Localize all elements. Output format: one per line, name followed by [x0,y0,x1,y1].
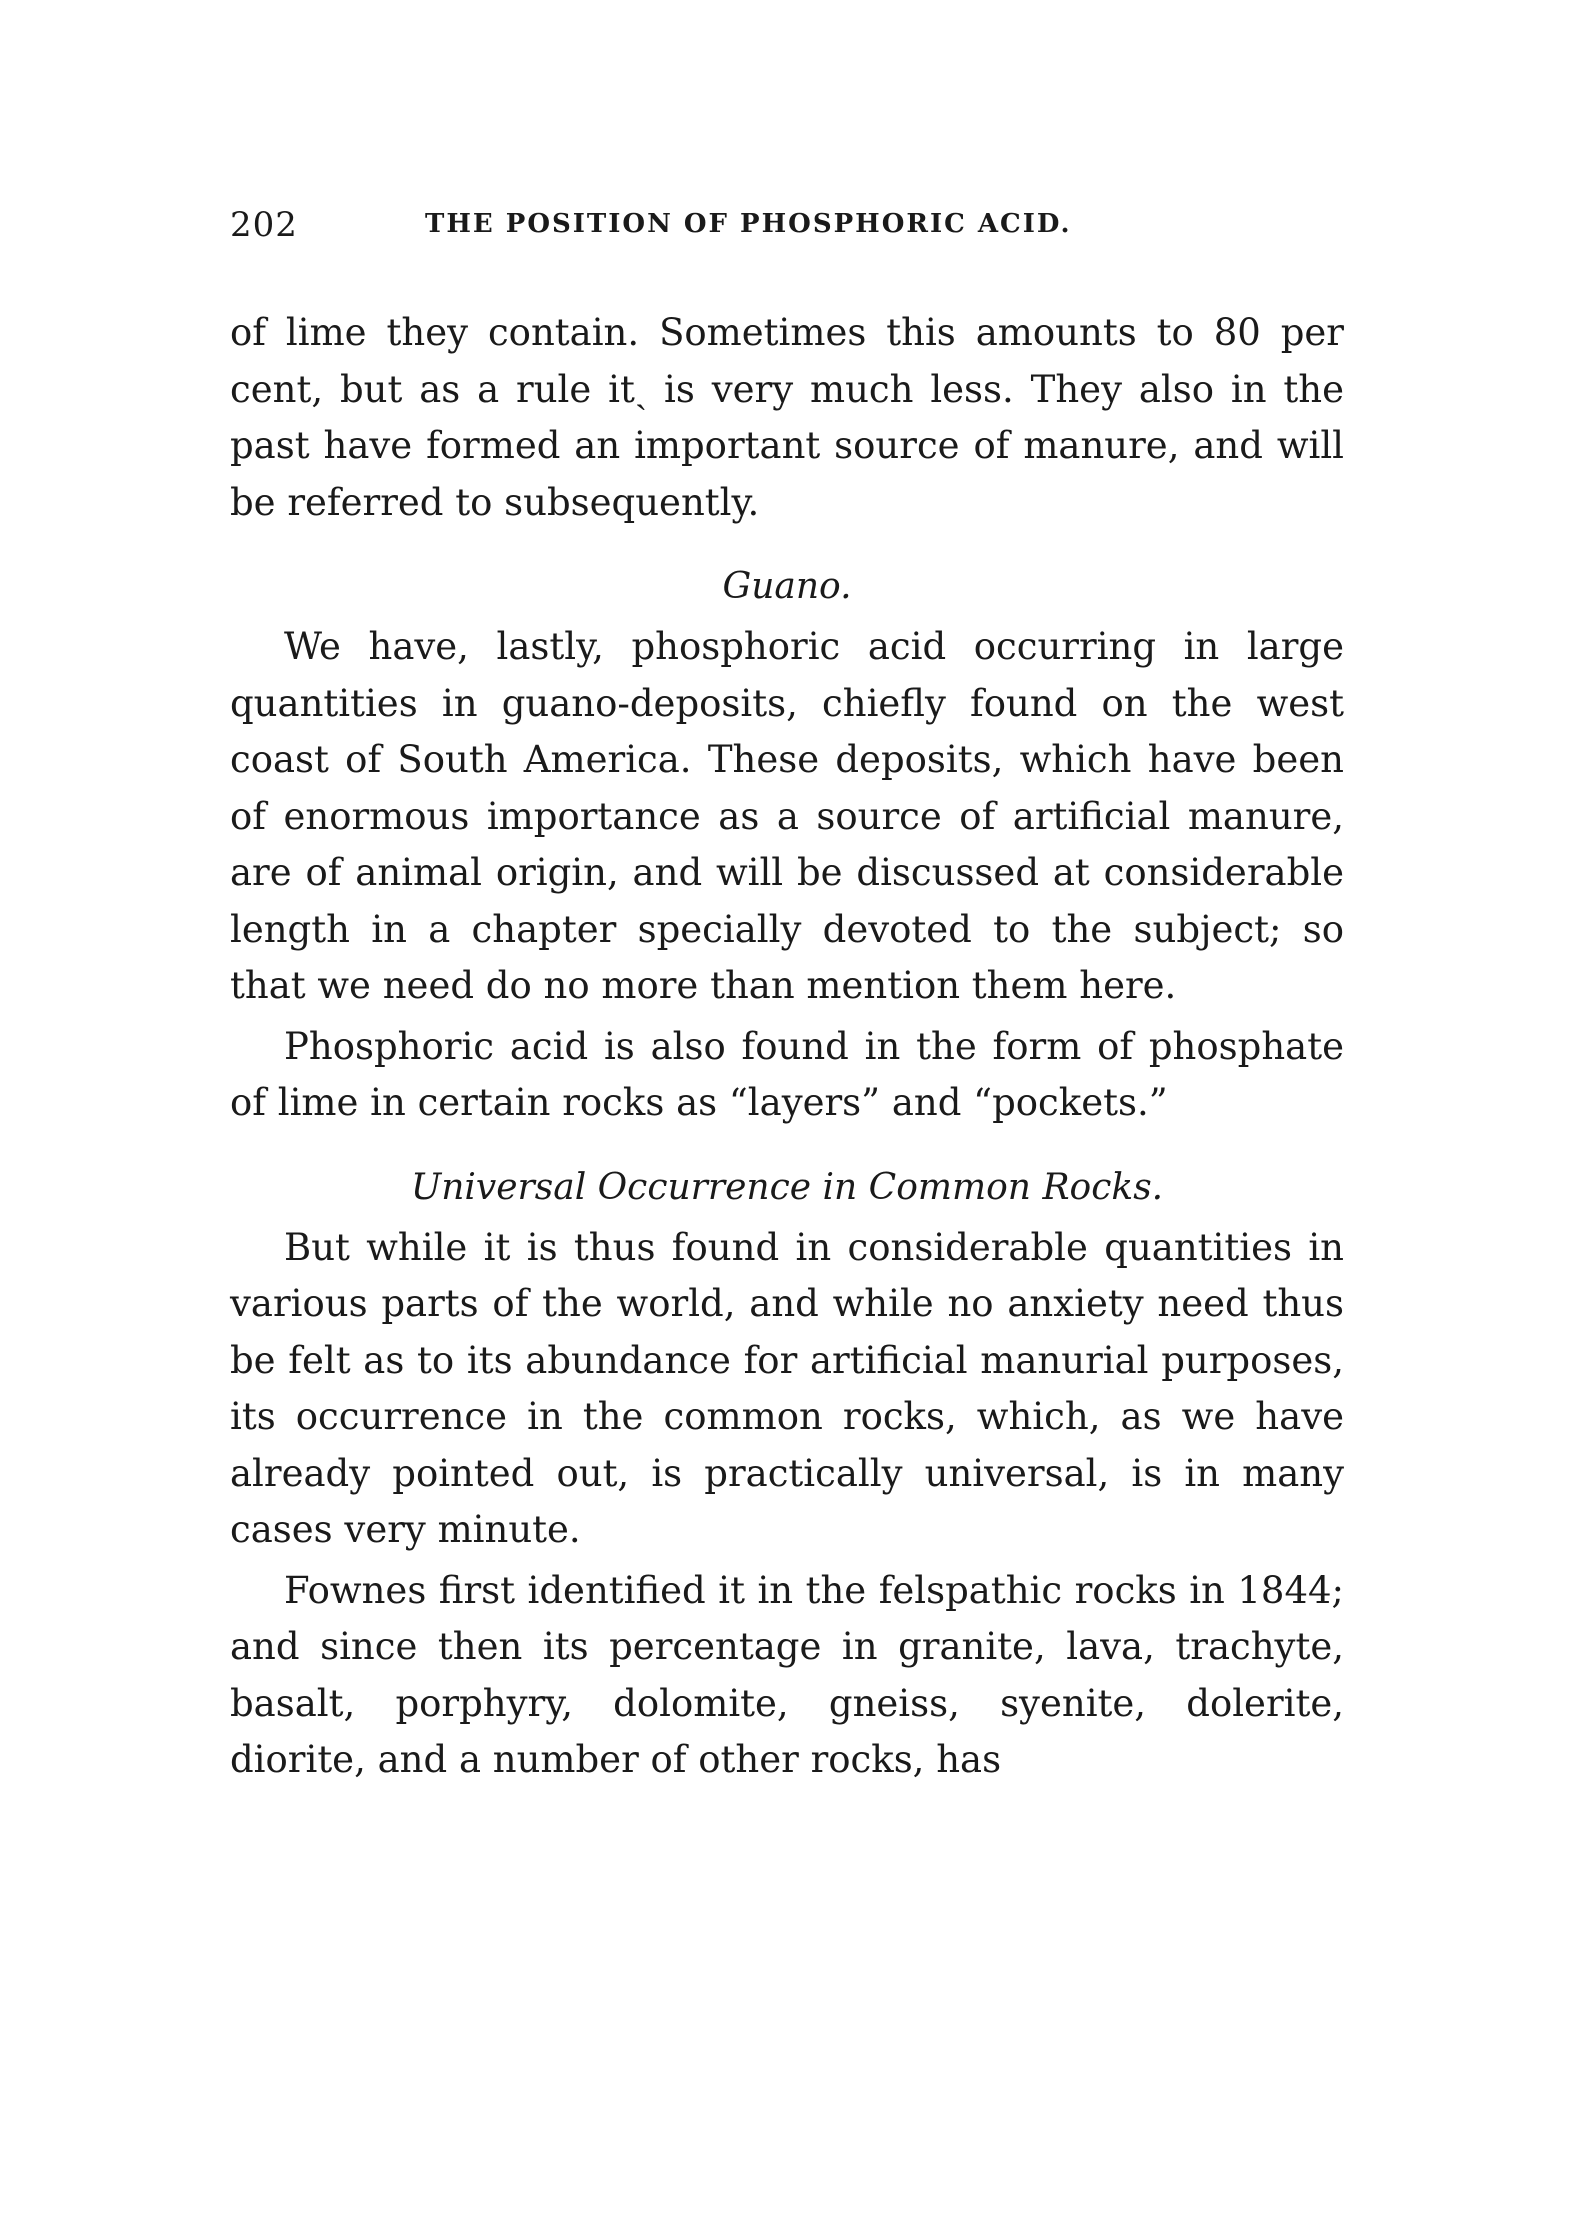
book-page [230,205,1344,1789]
paragraph-guano-deposits: We have, lastly, phosphoric acid occurring in large quantities in guano-deposits, chiefly found on the west coast of South America. These deposits, which have been of enormous importance as a source of artificial manure, are of animal origin, and will be discussed at considerable length in a chapter specially devoted to the subject; so that we need do no more than mention them here. [230,625,1344,1007]
paragraph-fownes: Fownes first identified it in the felspathic rocks in 1844; and since then its percentage in granite, lava, trachyte, basalt, porphyry, dolomite, gneiss, syenite, dolerite, diorite, and a number of other rocks, has [230,1568,1344,1781]
running-head [230,205,1344,265]
paragraph-common-rocks: But while it is thus found in considerable quantities in various parts of the world, and while no anxiety need thus be felt as to its abundance for artificial manurial purposes, its occurrence in the common rocks, which, as we have already pointed out, is practically universal, is in many cases very minute. [230,1225,1344,1551]
running-title: THE POSITION OF PHOSPHORIC ACID. [425,209,1072,239]
paragraph-lime-content: of lime they contain. Sometimes this amounts to 80 per cent, but as a rule itˎ is very much less. They also in the past have formed an important source of manure, and will be referred to subsequently. [230,311,1344,524]
section-heading-guano: Guano. [722,566,852,607]
page-number: 202 [230,205,298,245]
paragraph-phosphate-layers: Phosphoric acid is also found in the form of phosphate of lime in certain rocks as “layers” and “pockets.” [230,1024,1344,1124]
section-heading-universal-occurrence: Universal Occurrence in Common Rocks. [410,1166,1164,1208]
